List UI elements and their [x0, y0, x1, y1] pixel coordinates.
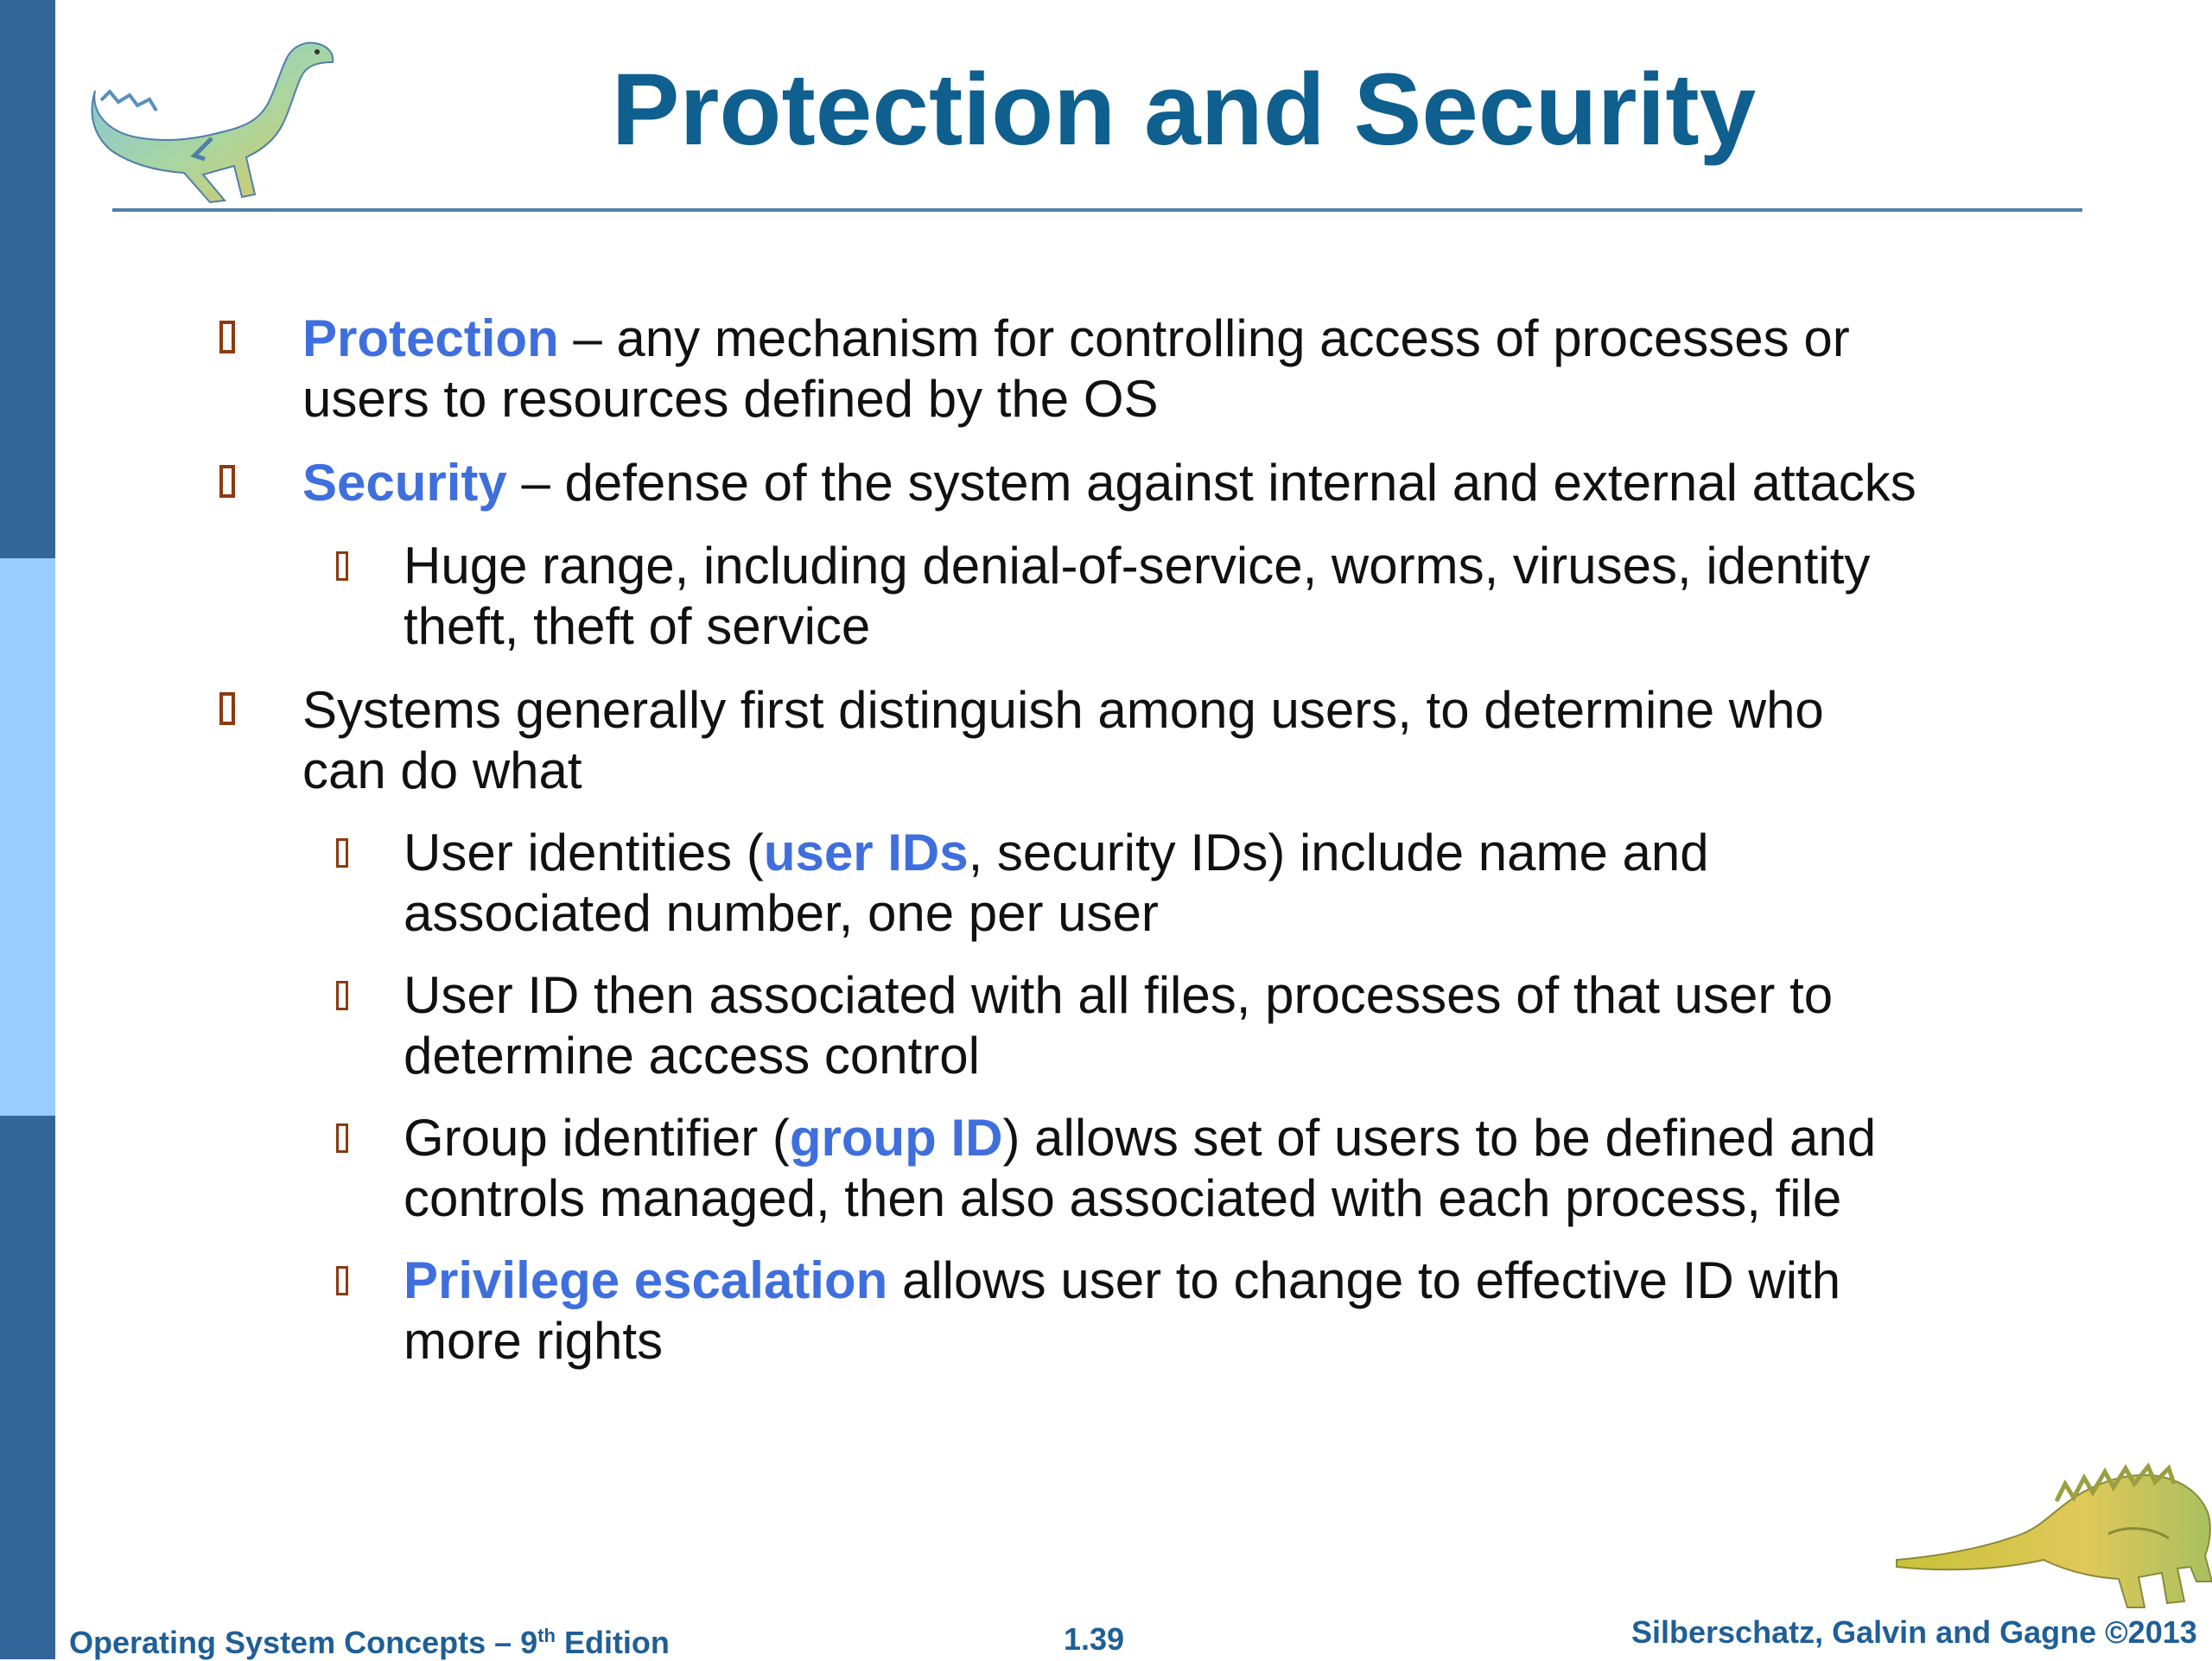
- bullet-protection: [302, 309, 1850, 430]
- subbullet-user-id-files: [404, 965, 1833, 1086]
- bullet-text: ) allows set of users to be defined and: [1002, 1109, 1877, 1167]
- bullet-text: – defense of the system against internal and external attacks: [506, 454, 1916, 512]
- bullet-line: can do what: [302, 741, 582, 799]
- bullet-marker-icon: [219, 465, 235, 498]
- bullet-line: [404, 1108, 1876, 1168]
- bullet-line: User ID then associated with all files, processes of that user to: [404, 966, 1834, 1024]
- bullet-text: User identities (: [404, 824, 764, 881]
- subbullet-privilege-escalation: [404, 1251, 1840, 1371]
- bullet-text: Group identifier (: [404, 1109, 790, 1167]
- keyword-group-id: group ID: [789, 1109, 1003, 1167]
- bullet-line: associated number, one per user: [404, 884, 1159, 942]
- bullet-line: determine access control: [404, 1027, 980, 1085]
- bullet-marker-icon: [219, 692, 235, 725]
- footer-edition-sup: th: [537, 1625, 556, 1646]
- bullet-marker-icon: [336, 838, 348, 868]
- bullet-line: more rights: [404, 1312, 664, 1370]
- bullet-line: controls managed, then also associated with each process, file: [404, 1169, 1842, 1227]
- bullet-marker-icon: [336, 1266, 348, 1295]
- page-number: 1.39: [1064, 1621, 1125, 1657]
- bullet-line: [404, 823, 1709, 883]
- dinosaur-footer-image: [1892, 1430, 2212, 1616]
- keyword-privilege-escalation: Privilege escalation: [404, 1251, 888, 1309]
- subbullet-attack-range: [404, 536, 1870, 657]
- subbullet-group-identifier: [404, 1108, 1876, 1229]
- keyword-user-ids: user IDs: [763, 824, 969, 881]
- bullet-line: [404, 1251, 1840, 1311]
- bullet-line: theft, theft of service: [404, 597, 871, 655]
- keyword-protection: Protection: [302, 309, 559, 367]
- keyword-security: Security: [302, 454, 507, 512]
- footer-book-prefix: Operating System Concepts – 9: [69, 1625, 538, 1660]
- bullet-marker-icon: [219, 321, 235, 353]
- bullet-marker-icon: [336, 981, 348, 1010]
- bullet-marker-icon: [336, 551, 348, 581]
- bullet-text: , security IDs) include name and: [968, 824, 1709, 881]
- footer-book-title: [69, 1625, 670, 1661]
- bullet-line: [302, 453, 1916, 513]
- bullet-line: Systems generally first distinguish among users, to determine who: [302, 681, 1824, 739]
- subbullet-user-identities: [404, 823, 1709, 944]
- bullet-line: Huge range, including denial-of-service, worms, viruses, identity: [404, 537, 1871, 595]
- bullet-text: allows user to change to effective ID with: [887, 1251, 1841, 1309]
- bullet-marker-icon: [336, 1123, 348, 1153]
- footer-authors: Silberschatz, Galvin and Gagne ©2013: [1631, 1614, 2197, 1650]
- bullet-security: [302, 453, 1916, 513]
- bullet-distinguish-users: [302, 680, 1824, 801]
- footer-book-suffix: Edition: [555, 1625, 670, 1660]
- bullet-line: users to resources defined by the OS: [302, 370, 1159, 428]
- page-title: Protection and Security: [611, 53, 1757, 167]
- bullet-text: – any mechanism for controlling access of processes or: [558, 309, 1850, 367]
- bullet-line: [302, 309, 1850, 369]
